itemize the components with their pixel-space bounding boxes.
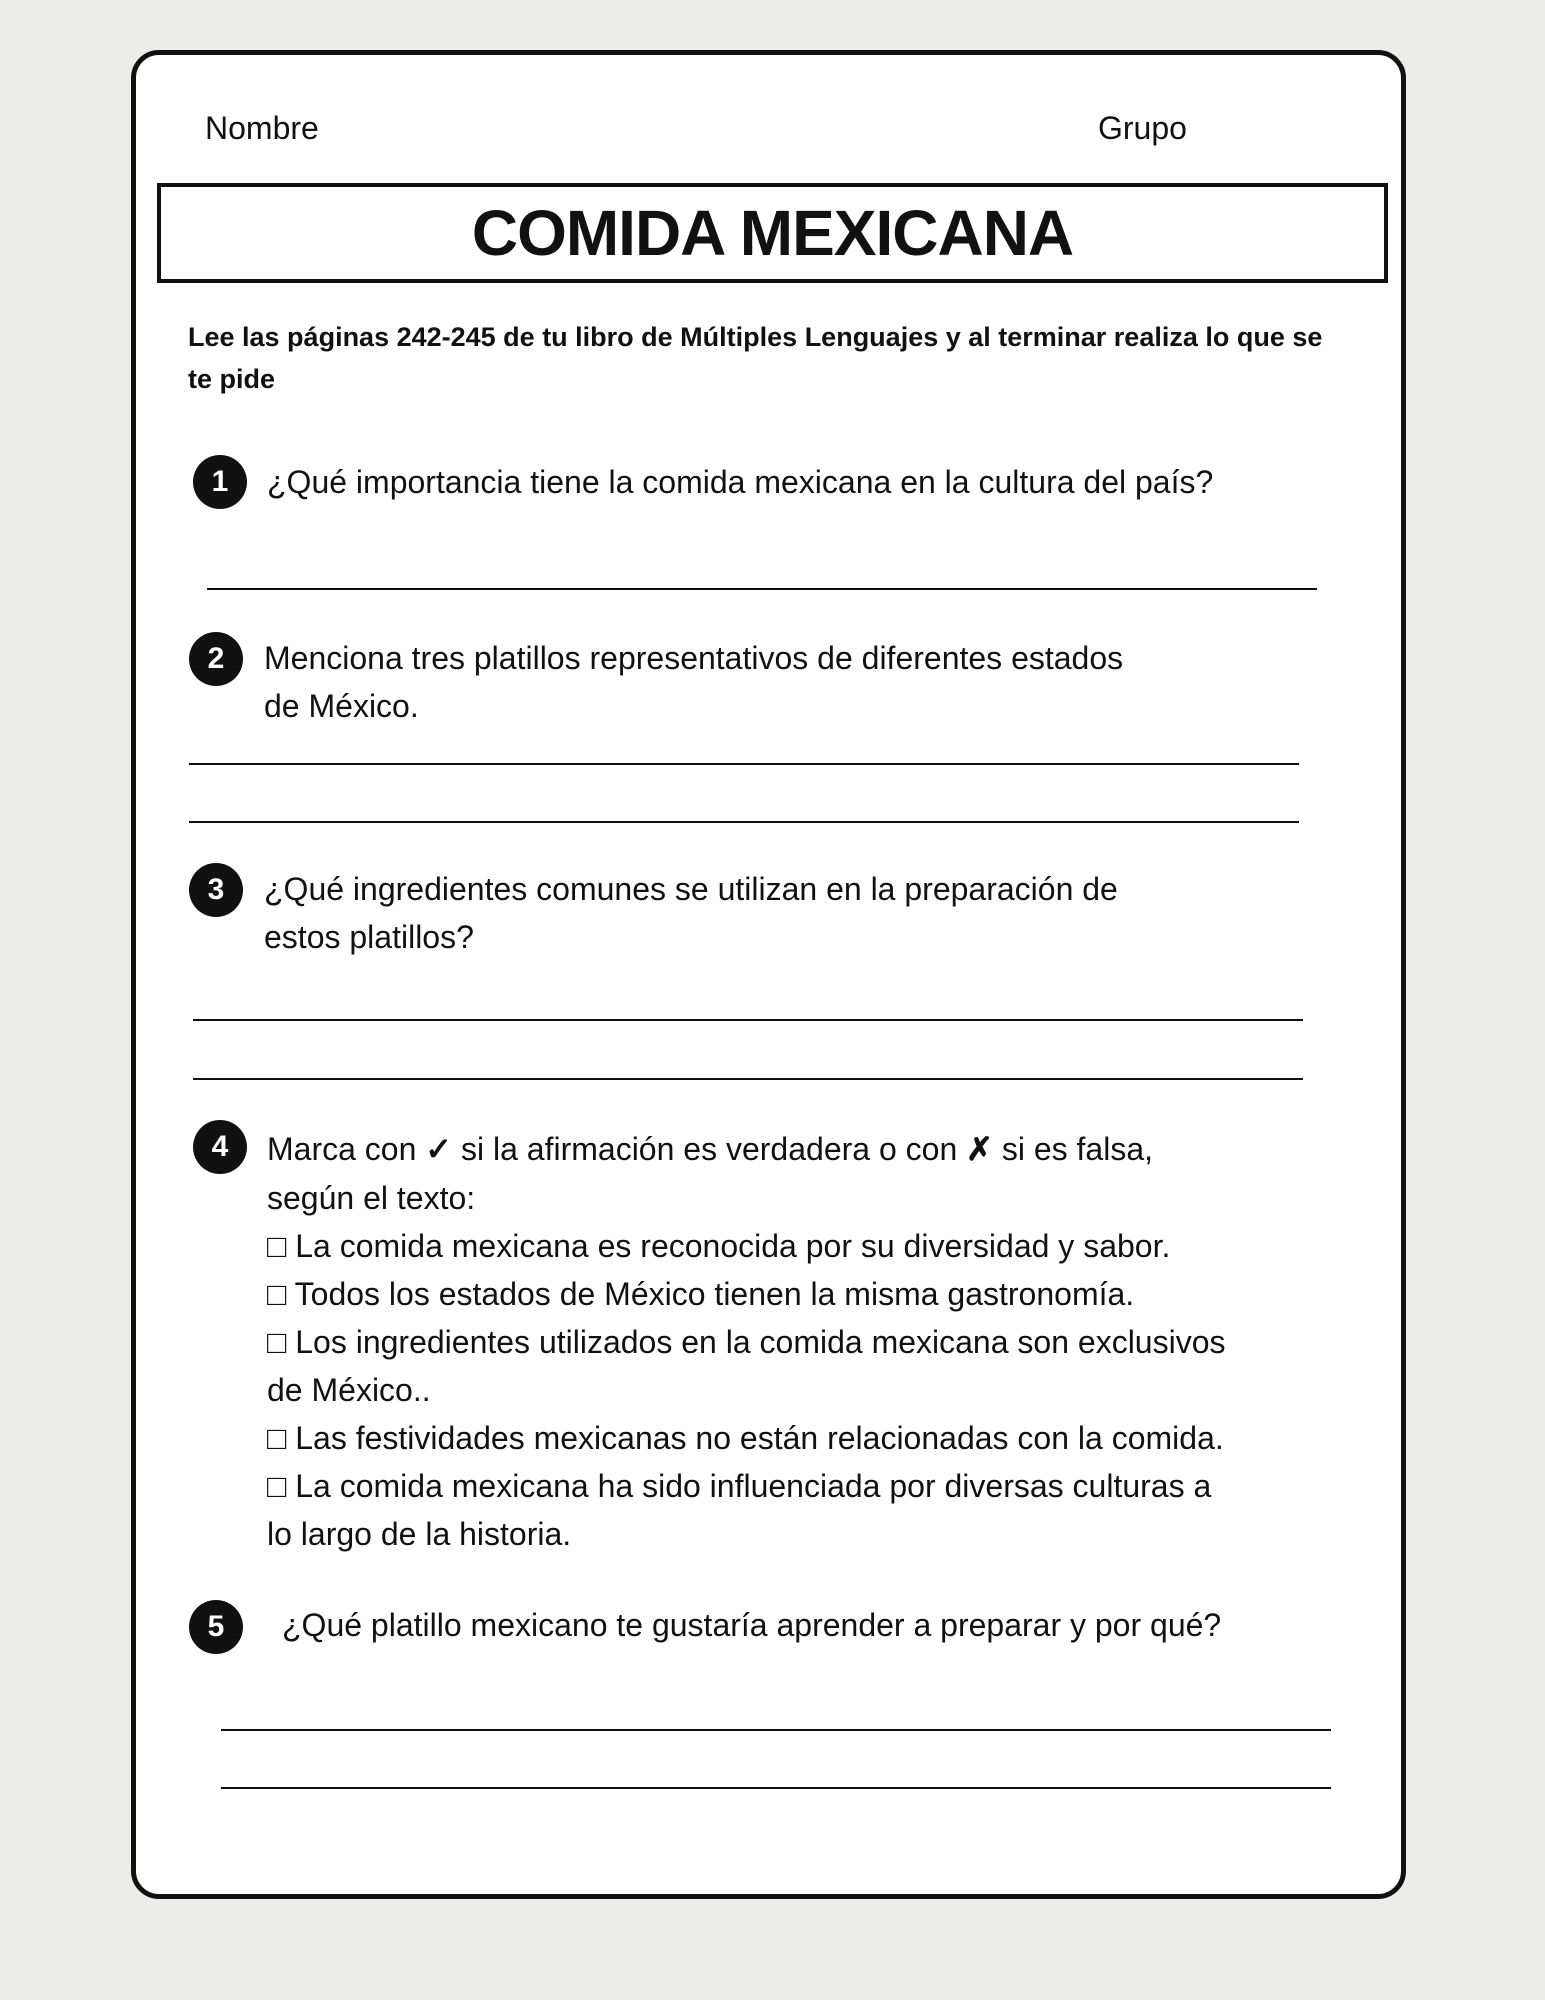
- answer-line-1a[interactable]: [207, 588, 1317, 590]
- statement-5[interactable]: □ La comida mexicana ha sido influenciada por diversas culturas a: [267, 1468, 1212, 1504]
- question-4-intro-line1: [267, 1125, 1153, 1173]
- group-label: Grupo: [1098, 110, 1187, 146]
- statement-5-continued: lo largo de la historia.: [267, 1516, 572, 1552]
- question-1-text: ¿Qué importancia tiene la comida mexicana en la cultura del país?: [267, 464, 1214, 500]
- question-number-3: 3: [189, 863, 243, 917]
- page-title: COMIDA MEXICANA: [471, 197, 1074, 269]
- question-number-4: 4: [193, 1120, 247, 1174]
- question-3-text-line1: ¿Qué ingredientes comunes se utilizan en la preparación de: [264, 871, 1118, 907]
- statement-3-continued: de México..: [267, 1372, 431, 1408]
- question-number-5: 5: [189, 1600, 243, 1654]
- statement-4[interactable]: □ Las festividades mexicanas no están relacionadas con la comida.: [267, 1420, 1224, 1456]
- question-4-intro-line2: según el texto:: [267, 1180, 476, 1216]
- instructions-text: Lee las páginas 242-245 de tu libro de Múltiples Lenguajes y al terminar realiza lo que se te pide: [188, 322, 1323, 394]
- question-3-text-line2: estos platillos?: [264, 919, 474, 955]
- answer-line-5b[interactable]: [221, 1787, 1331, 1789]
- answer-line-2a[interactable]: [189, 763, 1299, 765]
- question-4-intro-b: si la afirmación es verdadera o con: [460, 1131, 958, 1167]
- question-4-intro-c: si es falsa,: [1001, 1131, 1153, 1167]
- cross-mark-icon: ✗: [966, 1131, 993, 1167]
- question-2-text-line2: de México.: [264, 688, 419, 724]
- question-number-2: 2: [189, 632, 243, 686]
- statement-1[interactable]: □ La comida mexicana es reconocida por su diversidad y sabor.: [267, 1228, 1171, 1264]
- name-label: Nombre: [205, 110, 319, 146]
- answer-line-5a[interactable]: [221, 1729, 1331, 1731]
- statement-3[interactable]: □ Los ingredientes utilizados en la comida mexicana son exclusivos: [267, 1324, 1226, 1360]
- question-2-text-line1: Menciona tres platillos representativos de diferentes estados: [264, 640, 1124, 676]
- title-box: [157, 183, 1388, 283]
- check-mark-icon: ✓: [425, 1131, 453, 1167]
- question-number-1: 1: [193, 455, 247, 509]
- answer-line-3a[interactable]: [193, 1019, 1303, 1021]
- statement-2[interactable]: □ Todos los estados de México tienen la misma gastronomía.: [267, 1276, 1135, 1312]
- answer-line-3b[interactable]: [193, 1078, 1303, 1080]
- question-5-text: ¿Qué platillo mexicano te gustaría aprender a preparar y por qué?: [282, 1607, 1222, 1643]
- question-4-intro-a: Marca con: [267, 1131, 417, 1167]
- answer-line-2b[interactable]: [189, 821, 1299, 823]
